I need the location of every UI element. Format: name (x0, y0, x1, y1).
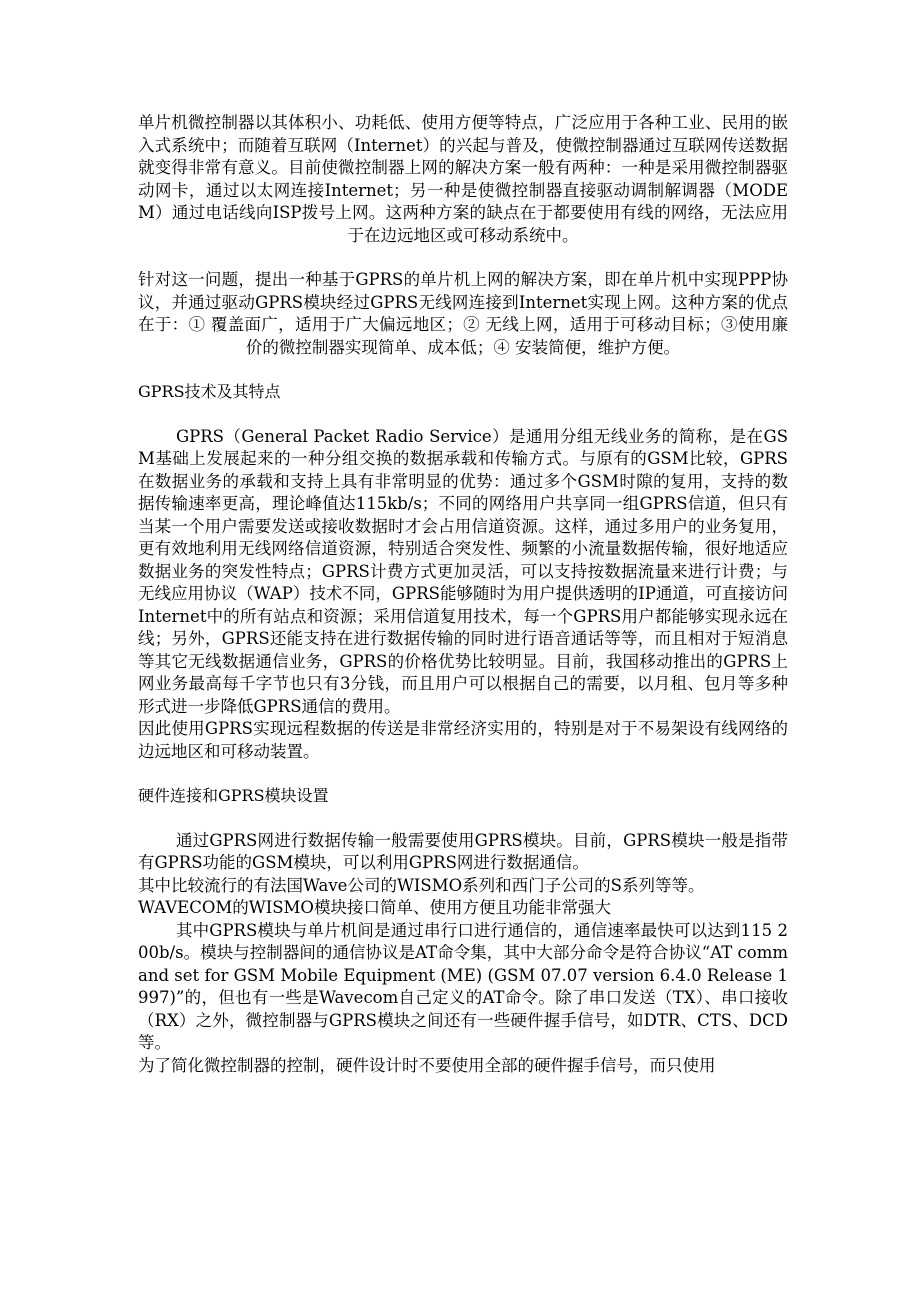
gprs-paragraph-2: 因此使用GPRS实现远程数据的传送是非常经济实用的，特别是对于不易架设有线网络的边远地区和可移动装置。 (138, 719, 788, 761)
paragraph-spacer (138, 808, 788, 830)
hardware-paragraph-2: 其中比较流行的有法国Wave公司的WISMO系列和西门子公司的S系列等等。 (138, 875, 705, 895)
paragraph-spacer (138, 359, 788, 381)
document-page (138, 112, 788, 1077)
section-heading-hardware: 硬件连接和GPRS模块设置 (138, 786, 329, 805)
hardware-paragraph-5: 为了简化微控制器的控制，硬件设计时不要使用全部的硬件握手信号，而只使用 (138, 1055, 716, 1075)
paragraph-spacer (138, 763, 788, 785)
gprs-paragraph-1: GPRS（General Packet Radio Service）是通用分组无线业务的简称，是在GSM基础上发展起来的一种分组交换的数据承载和传输方式。与原有的GSM比较，GPRS在数据业务的承载和支持上具有非常明显的优势：通过多个GSM时隙的复用，支持的数据传输速率更高，理论峰值达115kb/s；不同的网络用户共享同一组GPRS信道，但只有当某一个用户需要发送或接收数据时才会占用信道资源。这样，通过多用户的业务复用，更有效地利用无线网络信道资源，特别适合突发性、频繁的小流量数据传输，很好地适应数据业务的突发性特点；GPRS计费方式更加灵活，可以支持按数据流量来进行计费；与无线应用协议（WAP）技术不同，GPRS能够随时为用户提供透明的IP通道，可直接访问Internet中的所有站点和资源；采用信道复用技术，每一个GPRS用户都能够实现永远在线；另外，GPRS还能支持在进行数据传输的同时进行语音通话等等，而且相对于短消息等其它无线数据通信业务，GPRS的价格优势比较明显。目前，我国移动推出的GPRS上网业务最高每千字节也只有3分钱，而且用户可以根据自己的需要，以月租、包月等多种形式进一步降低GPRS通信的费用。 (138, 426, 788, 716)
hardware-paragraph-1: 通过GPRS网进行数据传输一般需要使用GPRS模块。目前，GPRS模块一般是指带有GPRS功能的GSM模块，可以利用GPRS网进行数据通信。 (138, 830, 788, 872)
intro-paragraph-2: 针对这一问题，提出一种基于GPRS的单片机上网的解决方案，即在单片机中实现PPP协议，并通过驱动GPRS模块经过GPRS无线网连接到Internet实现上网。这种方案的优点在于：① 覆盖面广，适用于广大偏远地区；② 无线上网，适用于可移动目标；③使用廉价的微控制器实现简单、成本低；④ 安装简便，维护方便。 (138, 270, 788, 357)
intro-paragraph-1: 单片机微控制器以其体积小、功耗低、使用方便等特点，广泛应用于各种工业、民用的嵌入式系统中；而随着互联网（Internet）的兴起与普及，使微控制器通过互联网传送数据就变得非常有意义。目前使微控制器上网的解决方案一般有两种：一种是采用微控制器驱动网卡，通过以太网连接Internet；另一种是使微控制器直接驱动调制解调器（MODEM）通过电话线向ISP拨号上网。这两种方案的缺点在于都要使用有线的网络，无法应用于在边远地区或可移动系统中。 (138, 113, 788, 245)
section-heading-gprs: GPRS技术及其特点 (138, 382, 281, 401)
hardware-paragraph-4: 其中GPRS模块与单片机间是通过串行口进行通信的，通信速率最快可以达到115 200b/s。模块与控制器间的通信协议是AT命令集，其中大部分命令是符合协议“AT command set for GSM Mobile Equipment (ME) (GSM 07.07 version 6.4.0 Release 1997)”的，但也有一些是Wavecom自己定义的AT命令。除了串口发送（TX）、串口接收（RX）之外，微控制器与GPRS模块之间还有一些硬件握手信号，如DTR、CTS、DCD等。 (138, 920, 788, 1052)
paragraph-spacer (138, 247, 788, 269)
hardware-paragraph-3: WAVECOM的WISMO模块接口简单、使用方便且功能非常强大 (138, 898, 611, 917)
paragraph-spacer (138, 404, 788, 426)
